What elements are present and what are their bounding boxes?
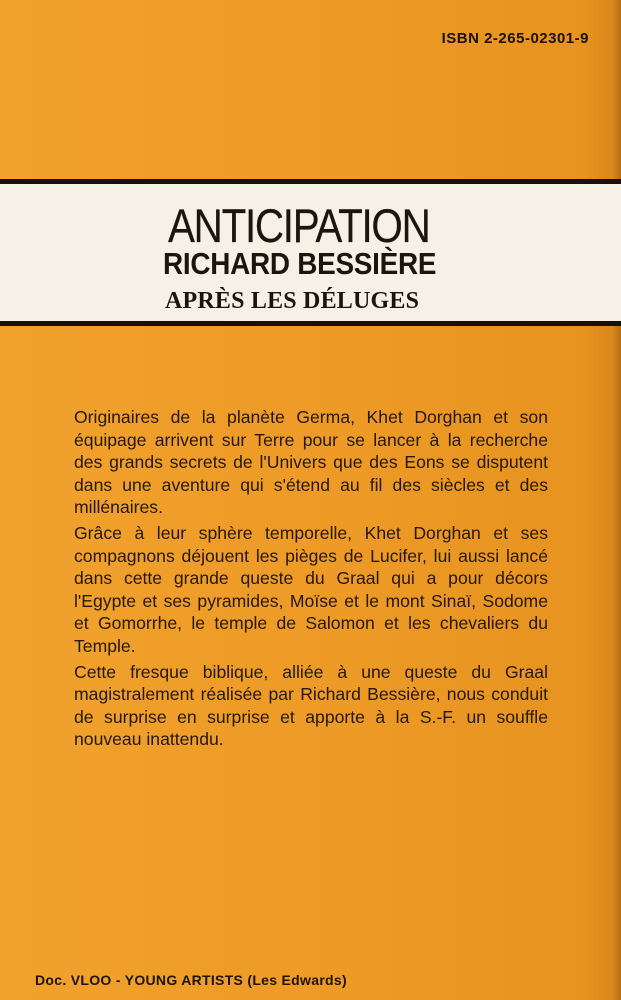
isbn-number: ISBN 2-265-02301-9 [441,30,589,47]
cover-edge-shadow [613,0,621,1000]
cover-art-credit: Doc. VLOO - YOUNG ARTISTS (Les Edwards) [35,972,347,988]
author-name: RICHARD BESSIÈRE [163,246,437,281]
blurb-paragraph-1: Originaires de la planète Germa, Khet Dorghan et son équipage arrivent sur Terre pour se lancer à la recherche des grands secrets de l'Univers que des Eons se disputent dans une aventure qui s'étend au fil des siècles et des millénaires. [74,407,548,518]
blurb-paragraph-2: Grâce à leur sphère temporelle, Khet Dorghan et ses compagnons déjouent les pièges de Lucifer, lui aussi lancé dans cette grande queste du Graal qui a pour décors l'Egypte et ses pyramides, Moïse et le mont Sinaï, Sodome et Gomorrhe, le temple de Salomon et les chevaliers du Temple. [74,522,548,656]
blurb-text [74,406,548,754]
series-name: ANTICIPATION [168,199,430,252]
book-title: APRÈS LES DÉLUGES [165,288,420,314]
blurb-paragraph-3: Cette fresque biblique, alliée à une queste du Graal magistralement réalisée par Richard Bessière, nous conduit de surprise en surprise et apporte à la S.-F. un souffle nouveau inattendu. [74,661,548,750]
title-band [0,179,621,326]
